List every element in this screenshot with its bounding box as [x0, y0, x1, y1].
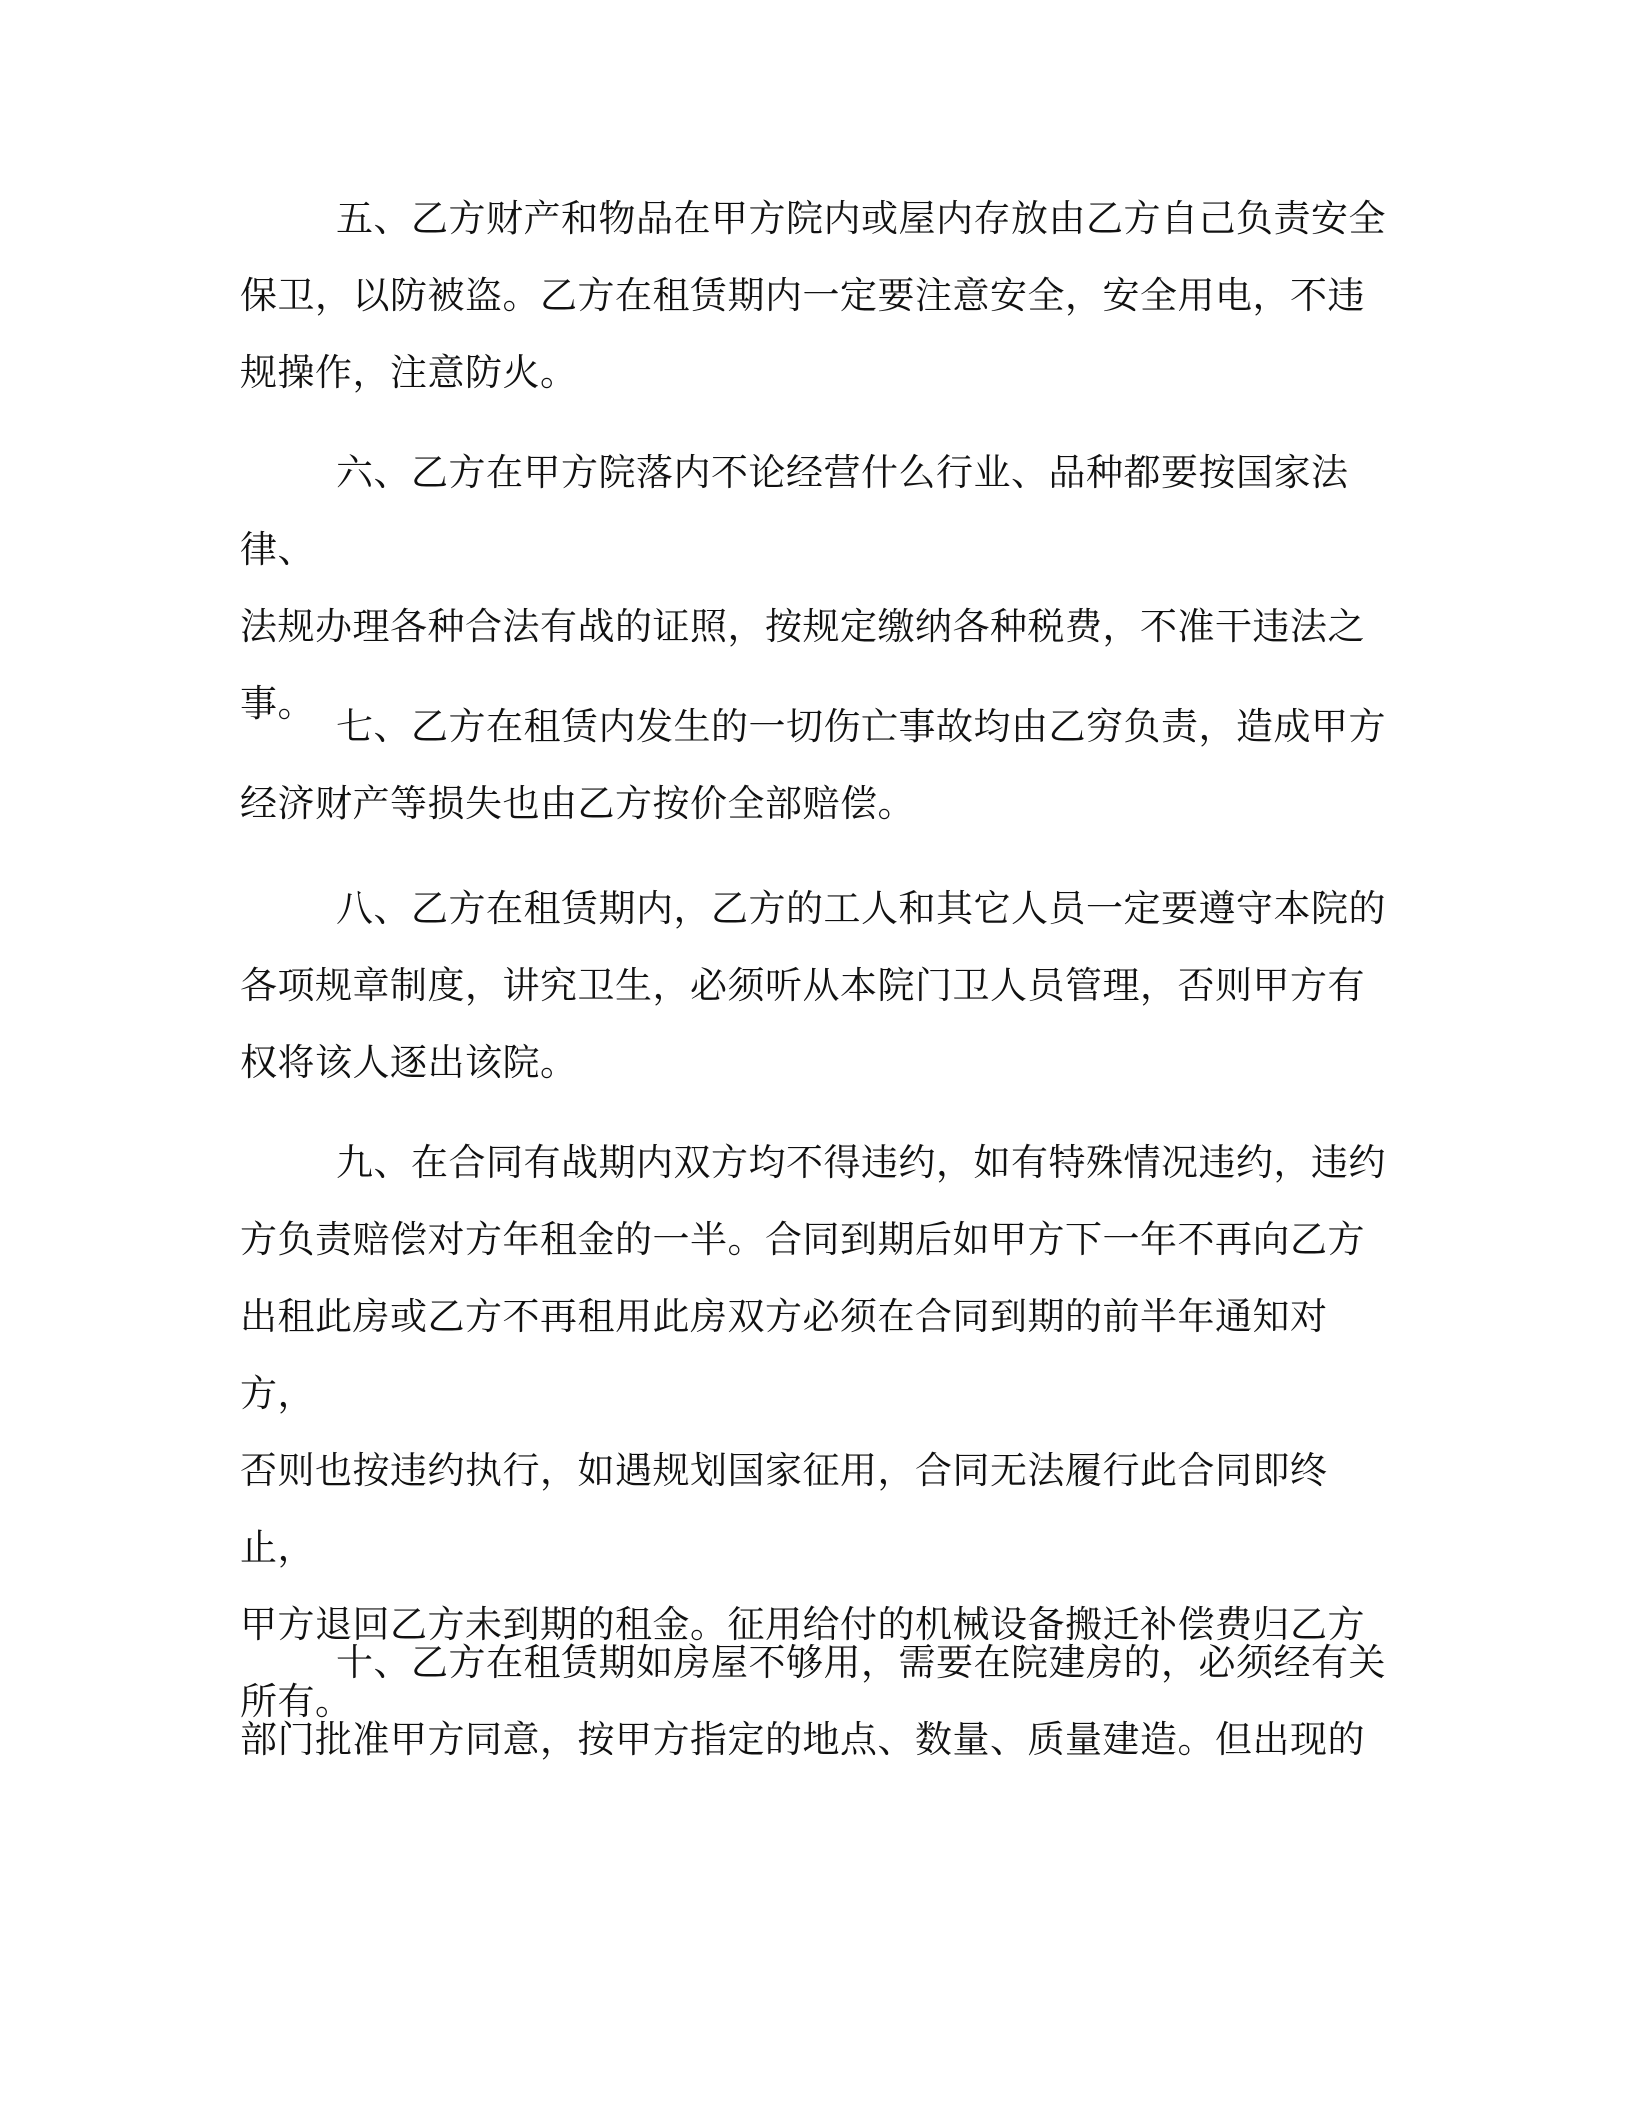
- clause-9-line-3: 出租此房或乙方不再租用此房双方必须在合同到期的前半年通知对方，: [240, 1295, 1328, 1415]
- clause-6-line-3: 事。: [240, 682, 315, 725]
- clause-5-line-1: 五、乙方财产和物品在甲方院内或屋内存放由乙方自己负责安全: [336, 197, 1386, 240]
- clause-8-line-3: 权将该人逐出该院。: [240, 1041, 578, 1084]
- clause-9-line-5: 甲方退回乙方未到期的租金。征用给付的机械设备搬迁补偿费归乙方: [240, 1603, 1365, 1646]
- clause-7-line-1: 七、乙方在租赁内发生的一切伤亡事故均由乙穷负责，造成甲方: [336, 705, 1386, 748]
- clause-10: [240, 1624, 1400, 1778]
- clause-5: [240, 180, 1400, 411]
- clause-6-line-1: 六、乙方在甲方院落内不论经营什么行业、品种都要按国家法律、: [240, 451, 1349, 571]
- clause-9-line-4: 否则也按违约执行，如遇规划国家征用，合同无法履行此合同即终止，: [240, 1449, 1328, 1569]
- clause-8: [240, 870, 1400, 1101]
- clause-5-line-3: 规操作，注意防火。: [240, 351, 578, 394]
- clause-9-line-2: 方负责赔偿对方年租金的一半。合同到期后如甲方下一年不再向乙方: [240, 1218, 1365, 1261]
- clause-5-line-2: 保卫，以防被盗。乙方在租赁期内一定要注意安全，安全用电，不违: [240, 274, 1365, 317]
- clause-9-line-1: 九、在合同有战期内双方均不得违约，如有特殊情况违约，违约: [336, 1141, 1386, 1184]
- clause-7-line-2: 经济财产等损失也由乙方按价全部赔偿。: [240, 782, 915, 825]
- clause-6-line-2: 法规办理各种合法有战的证照，按规定缴纳各种税费，不准干违法之: [240, 605, 1365, 648]
- clause-7: [240, 688, 1400, 842]
- clause-8-line-1: 八、乙方在租赁期内，乙方的工人和其它人员一定要遵守本院的: [336, 887, 1386, 930]
- clause-9-line-6: 所有。: [240, 1680, 353, 1723]
- clause-10-line-1: 十、乙方在租赁期如房屋不够用，需要在院建房的，必须经有关: [336, 1641, 1386, 1684]
- clause-10-line-2: 部门批准甲方同意，按甲方指定的地点、数量、质量建造。但出现的: [240, 1718, 1365, 1761]
- clause-8-line-2: 各项规章制度，讲究卫生，必须听从本院门卫人员管理，否则甲方有: [240, 964, 1365, 1007]
